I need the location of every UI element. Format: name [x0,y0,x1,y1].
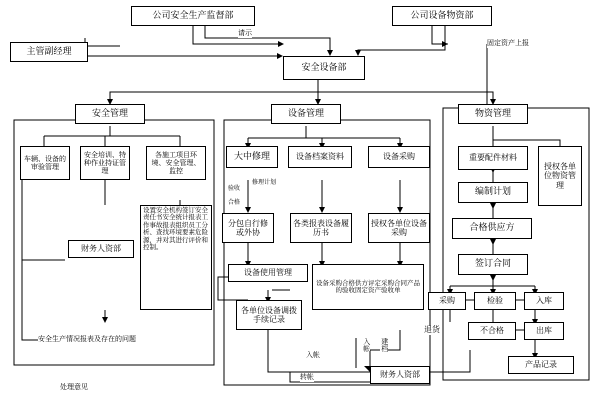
node-label: 签订合同 [474,259,511,270]
edge-label-fixed-asset-report: 固定资产上报 [487,39,529,47]
edge-label-build-file: 建档 [380,338,389,352]
node-sign-contract[interactable] [458,254,528,275]
node-label: 车辆、设备的审验管理 [24,154,66,171]
node-label: 不合格 [480,326,504,336]
node-label: 主管副经理 [26,46,72,57]
node-material-mgmt[interactable] [458,104,528,124]
node-label: 授权各单位物资管理 [544,162,576,190]
node-supplier-list[interactable] [452,218,532,239]
node-equipment-material-dept[interactable] [392,6,492,26]
node-label: 设置安全机构签订安全责任书安全统计报表工作事故报表组织员工分析、查找环境要素危险源，并对其进行评价和控制。 [143,206,208,252]
node-vehicle-equip-review[interactable] [20,146,70,180]
edge-label-transfer-account: 转帐 [300,373,314,381]
node-safety-report-note: 安全生产情况报表及存在的问题 [38,335,136,343]
node-sub-repair[interactable] [222,213,274,243]
node-purchase[interactable] [428,292,466,310]
node-label: 产品记录 [525,360,557,370]
node-label: 设备档案资料 [296,152,344,162]
node-major-repair[interactable] [226,146,278,168]
node-equipment-mgmt[interactable] [271,104,341,124]
node-label: 物资管理 [474,108,511,119]
node-deputy-manager[interactable] [10,42,88,62]
node-safety-org-plan[interactable] [140,205,212,310]
node-various-reports[interactable] [290,213,352,243]
node-label: 公司安全生产监督部 [152,10,234,21]
node-label: 分包自行修或外协 [228,218,268,237]
node-label: 授权各单位设备采购 [371,218,427,237]
node-project-env-safety[interactable] [146,146,206,180]
node-label: 大中修理 [233,151,270,162]
node-finance-hr-1[interactable] [68,240,134,258]
node-label: 公司设备物资部 [410,10,474,21]
node-warehouse-out[interactable] [524,322,564,340]
node-return-goods[interactable]: 退货 [424,325,440,334]
node-finance-hr-2[interactable] [370,366,430,384]
node-label: 重要配件材料 [469,153,517,163]
node-label: 出库 [536,326,552,336]
node-unqualified[interactable] [468,322,516,340]
edge-label-repair-plan: 修理计划 [252,179,277,186]
node-label: 合格供应方 [469,223,515,234]
node-authorized-purchase[interactable] [368,213,430,243]
node-label: 安全管理 [91,108,128,119]
node-label: 设备采购 [383,152,415,162]
node-equip-purchase[interactable] [368,146,430,168]
node-label: 检验 [487,296,503,306]
node-label: 财务人资部 [81,244,121,254]
node-safety-equipment-dept[interactable] [283,56,365,80]
node-label: 安全设备部 [301,62,347,73]
node-label: 财务人资部 [380,370,420,380]
node-inspection[interactable] [474,292,516,310]
node-warehouse-in[interactable] [524,292,564,310]
edge-label-accept: 验收 [228,185,241,192]
node-label: 各类报表设备履历书 [293,218,349,237]
node-key-spare-parts[interactable] [458,146,528,170]
node-plan-making[interactable] [458,182,528,203]
edge-label-entry-account: 入帐 [306,351,320,359]
edge-label-request: 请示 [238,29,252,37]
node-supervisor-dept[interactable] [131,6,255,26]
node-label: 各单位设备调拨手续记录 [241,305,297,324]
node-unit-equip-record[interactable] [236,300,302,330]
node-label: 入库 [536,296,552,306]
node-label: 设备管理 [287,108,324,119]
edge-label-qualified: 合格 [228,199,241,206]
node-equip-use-mgmt[interactable] [228,264,308,282]
edge-label-handling-opinion: 处理意见 [60,383,88,391]
edge-label-entry-account-2: 入帐 [362,338,371,352]
node-safety-training[interactable] [80,146,130,180]
node-safety-mgmt[interactable] [75,104,145,124]
node-label: 编制计划 [474,187,511,198]
node-label: 采购 [439,296,455,306]
node-label: 设备采购合格供方评定采购合同产品的验收固定资产验收单 [316,278,420,294]
node-product-record[interactable] [508,356,574,374]
node-label: 设备使用管理 [244,268,292,278]
node-authorize-units[interactable] [538,146,582,206]
node-label: 各施工项目环境、安全管理、监控 [151,150,201,176]
node-equip-archive[interactable] [288,146,352,168]
node-label: 安全培训、特种作业持证管理 [84,150,126,176]
node-equip-purchase-eval[interactable] [312,264,424,310]
